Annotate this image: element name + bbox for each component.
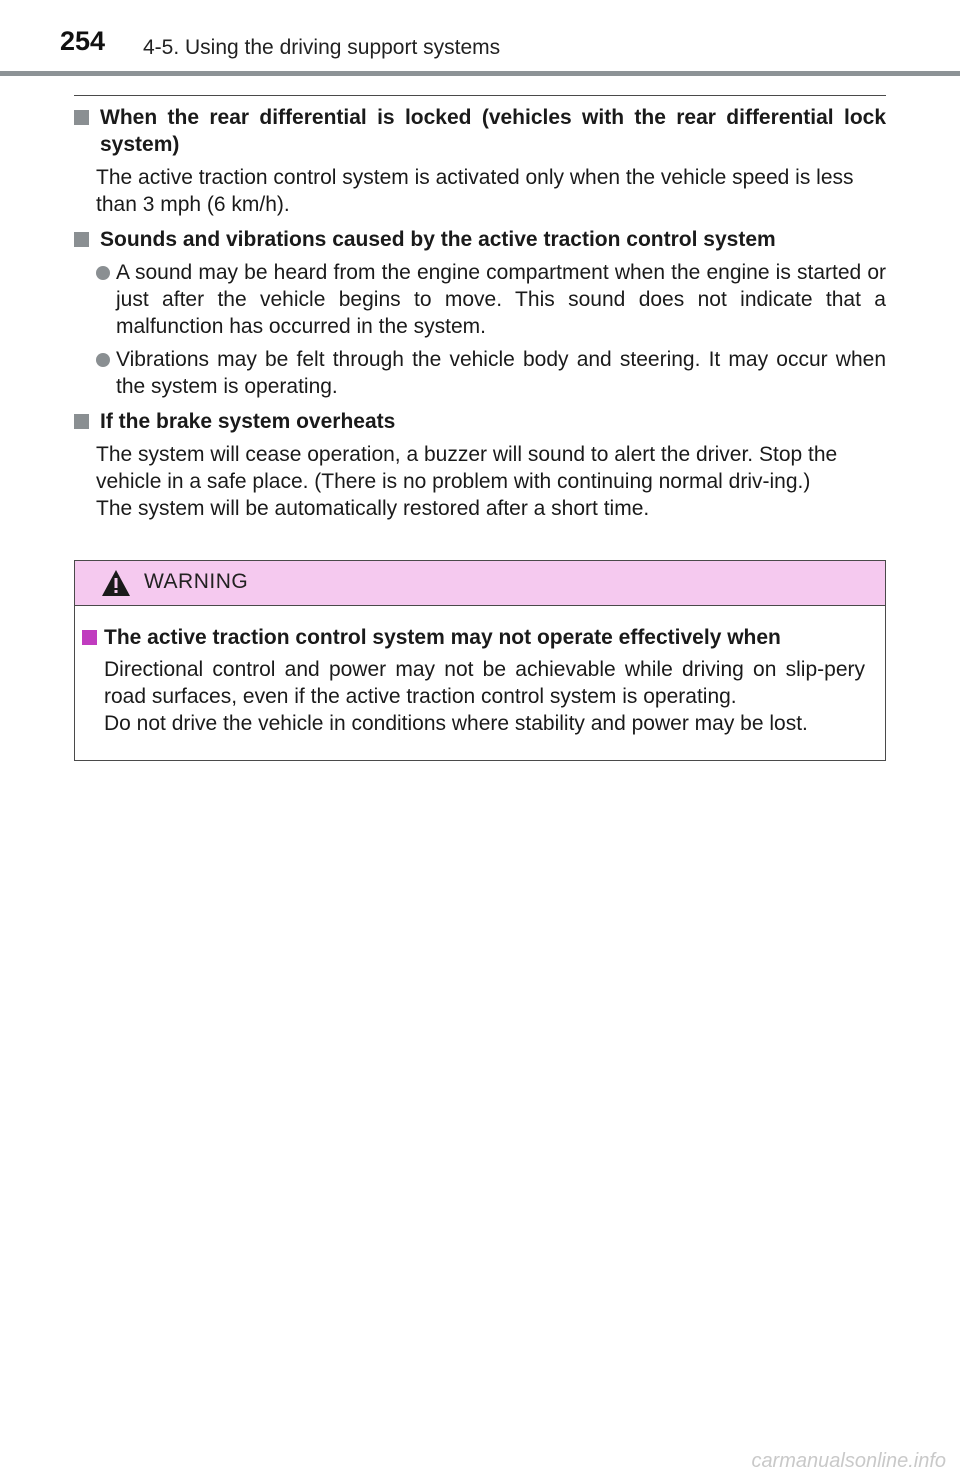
warning-triangle-icon — [101, 569, 131, 597]
content-divider — [74, 95, 886, 96]
list-item-text: Vibrations may be felt through the vehicle body and steering. It may occur when the system is operating. — [116, 348, 886, 398]
square-bullet-icon — [74, 110, 89, 125]
paragraph: The system will be automatically restored after a short time. — [96, 497, 650, 520]
page-header — [0, 0, 960, 76]
square-bullet-icon — [74, 414, 89, 429]
warning-paragraph: Do not drive the vehicle in conditions where stability and power may be lost. — [104, 712, 808, 735]
warning-header — [75, 561, 885, 606]
watermark: carmanualsonline.info — [751, 1450, 946, 1472]
circle-bullet-icon — [96, 353, 110, 367]
section-heading-brake-overheat — [74, 408, 886, 435]
heading-text: When the rear differential is locked (vehicles with the rear differential lock system) — [100, 106, 886, 156]
main-content — [74, 104, 886, 522]
warning-body — [75, 606, 885, 737]
header-divider — [0, 71, 960, 76]
warning-heading — [82, 624, 865, 651]
section-heading-sounds — [74, 226, 886, 253]
heading-text: If the brake system overheats — [100, 410, 396, 433]
warning-paragraph: Directional control and power may not be achievable while driving on slip-pery road surfaces, even if the active traction control system is operating. — [104, 658, 865, 708]
list-item-text: A sound may be heard from the engine compartment when the engine is started or just after the vehicle begins to move. This sound does not indicate that a malfunction has occurred in the system. — [116, 261, 886, 338]
paragraph: The system will cease operation, a buzzer will sound to alert the driver. Stop the vehicle in a safe place. (There is no problem with continuing normal driv-ing.) — [96, 443, 838, 493]
square-bullet-icon — [74, 232, 89, 247]
section-heading-rear-diff — [74, 104, 886, 158]
circle-bullet-icon — [96, 266, 110, 280]
heading-text: Sounds and vibrations caused by the active traction control system — [100, 228, 776, 251]
heading-text: The active traction control system may not operate effectively when — [104, 626, 781, 649]
list-item — [74, 346, 886, 400]
warning-label: WARNING — [144, 570, 249, 593]
square-bullet-icon — [82, 630, 97, 645]
page-number: 254 — [60, 26, 106, 56]
warning-box — [74, 560, 886, 761]
section-title: 4-5. Using the driving support systems — [143, 36, 501, 59]
paragraph: The active traction control system is activated only when the vehicle speed is less than 3 mph (6 km/h). — [96, 166, 854, 216]
list-item — [74, 259, 886, 340]
